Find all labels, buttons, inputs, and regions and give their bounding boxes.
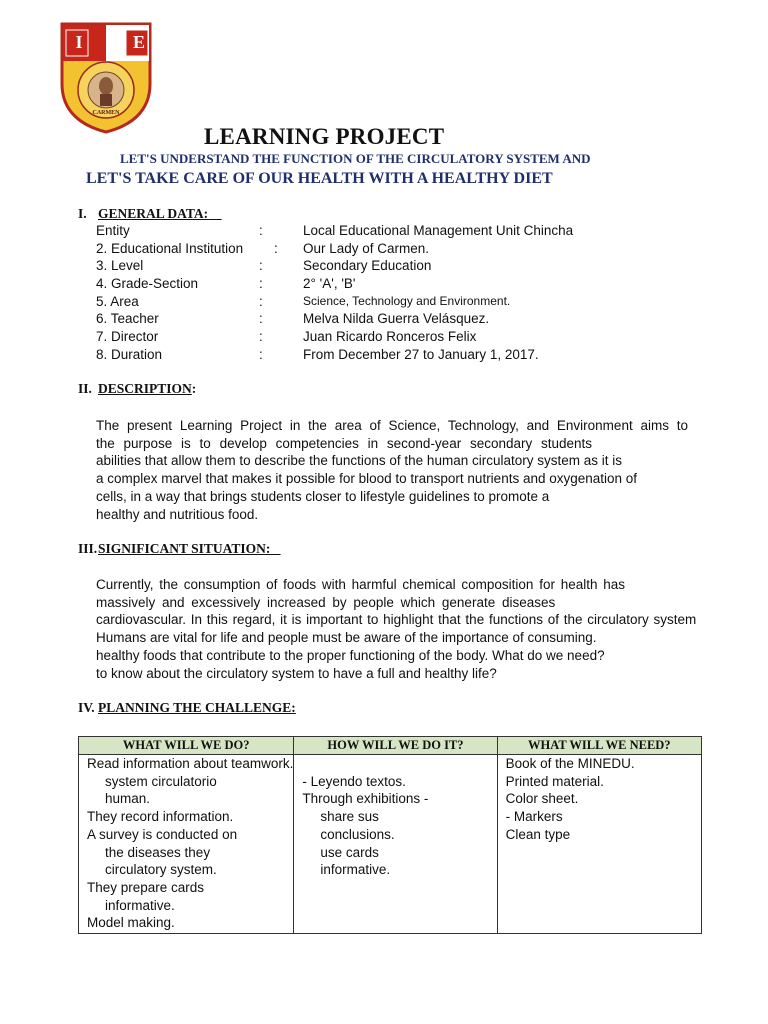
column-header: WHAT WILL WE NEED? [497,737,701,755]
paragraph-line: massively and excessively increased by people which generate diseases [96,594,556,610]
section-title: DESCRIPTION [98,381,192,396]
paragraph-line: Currently, the consumption of foods with harmful chemical composition for health has [96,577,625,592]
general-data-row: 4. Grade-Section : 2° 'A', 'B' [96,276,356,292]
general-data-row: 8. Duration : From December 27 to January 1, 2017. [96,346,539,362]
planning-table [78,736,702,934]
paragraph-line: The present Learning Project in the area of Science, Technology, and Environment aims to [96,418,688,433]
general-data-row: 7. Director : Juan Ricardo Ronceros Felix [96,329,477,345]
section-number: III. [78,541,98,556]
section-situation-heading [78,541,281,557]
section-title: GENERAL DATA: [98,206,209,221]
section-planning-heading [78,700,296,716]
paragraph-line: to know about the circulatory system to have a full and healthy life? [96,665,497,681]
paragraph-line: Humans are vital for life and people must be aware of the importance of consuming. [96,630,597,646]
description-paragraph [96,417,688,523]
section-description-heading: II. DESCRIPTION: [78,381,197,396]
table-row [79,755,702,934]
column-header: HOW WILL WE DO IT? [294,737,497,755]
cell-line: Model making. [87,915,175,931]
column-header: WHAT WILL WE DO? [79,737,294,755]
logo-letter-i: I [75,32,83,52]
cell-line: informative. [105,897,175,913]
section-number: IV. [78,700,95,715]
paragraph-line: healthy and nutritious food. [96,506,259,522]
cell-line: They record information. [87,809,234,825]
general-data-row: Entity : Local Educational Management Unit Chincha [96,223,574,238]
cell-line: They prepare cards [87,879,205,895]
cell-line: Book of the MINEDU. [505,756,635,771]
paragraph-line: abilities that allow them to describe the functions of the human circulatory system as it is [96,453,622,469]
page-title: LEARNING PROJECT [204,124,445,149]
cell-line: the diseases they [105,844,211,860]
cell-line: - Markers [505,809,563,825]
subtitle-line-1: LET'S UNDERSTAND THE FUNCTION OF THE CIRCULATORY SYSTEM AND [120,151,591,166]
cell-line: Clean type [505,826,571,842]
general-data-row: 6. Teacher : Melva Nilda Guerra Velásquez. [96,311,490,327]
paragraph-line: healthy foods that contribute to the proper functioning of the body. What do we need? [96,647,605,663]
general-data-row: 5. Area : Science, Technology and Environment. [96,293,511,309]
section-title: PLANNING THE CHALLENGE: [98,700,296,715]
general-data-list [96,222,656,364]
section-general-data-heading [78,206,222,222]
table-cell-what [79,755,294,934]
table-header-row [79,737,702,755]
cell-line: human. [105,791,151,807]
general-data-row: 2. Educational Institution : Our Lady of Carmen. [96,240,430,256]
paragraph-line: cells, in a way that brings students closer to lifestyle guidelines to promote a [96,488,550,504]
cell-line: Read information about teamwork. [87,756,294,771]
cell-line: use cards [320,844,379,860]
table-cell-how [294,755,497,934]
cell-line: Color sheet. [505,791,579,807]
section-number: I. [78,206,87,221]
paragraph-line: the purpose is to develop competencies in second-year secondary students [96,435,593,451]
school-logo [60,22,152,134]
cell-line: A survey is conducted on [87,826,238,842]
paragraph-line: cardiovascular. In this regard, it is important to highlight that the functions of the circulatory system [96,612,697,628]
cell-line: conclusions. [320,826,395,842]
table-cell-need [497,755,701,934]
cell-line: - Leyendo textos. [302,773,406,789]
section-title: SIGNIFICANT SITUATION: [98,541,271,556]
cell-line: system circulatorio [105,773,217,789]
cell-line: Through exhibitions - [302,791,429,807]
cell-line: informative. [320,862,391,878]
cell-line: Printed material. [505,773,604,789]
logo-letter-e: E [132,32,145,52]
logo-name: CARMEN [92,110,120,116]
subtitle-line-2: LET'S TAKE CARE OF OUR HEALTH WITH A HEALTHY DIET [86,170,553,187]
paragraph-line: a complex marvel that makes it possible for blood to transport nutrients and oxygenation of [96,471,638,487]
cell-line: share sus [320,809,379,825]
situation-paragraph [96,576,736,682]
section-number: II. [78,381,92,396]
general-data-row: 3. Level : Secondary Education [96,258,432,274]
cell-line: circulatory system. [105,862,217,878]
